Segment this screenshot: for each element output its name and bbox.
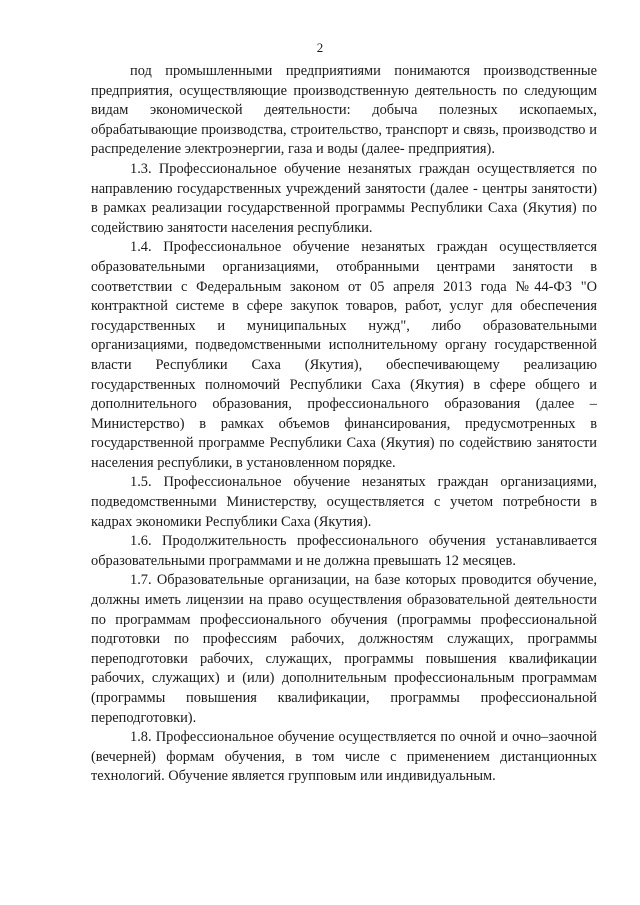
document-body (91, 62, 597, 787)
page-number: 2 (316, 40, 324, 55)
paragraph-1-6: 1.6. Продолжительность профессионального обучения устанавливается образовательными программами и не должна превышать 12 месяцев. (91, 533, 597, 569)
paragraph-1-3: 1.3. Профессиональное обучение незанятых граждан осуществляется по направлению государственных учреждений занятости (далее - центры занятости) в рамках реализации государственной программы Республики Саха (Якутия) по содействию занятости населения республики. (91, 160, 597, 236)
paragraph-1-4: 1.4. Профессиональное обучение незанятых граждан осуществляется образовательными организациями, отобранными центрами занятости в соответствии с Федеральным законом от 05 апреля 2013 года №44-ФЗ "О контрактной системе в сфере закупок товаров, работ, услуг для обеспечения государственных и муниципальных нужд", либо образовательными организациями, подведомственными исполнительному органу государственной власти Республики Саха (Якутия), обеспечивающему реализацию государственных полномочий Республики Саха (Якутия) в сфере общего и дополнительного образования, профессионального образования (далее – Министерство) в рамках объемов финансирования, предусмотренных в государственной программе Республики Саха (Якутия) по содействию занятости населения республики, в установленном порядке. (91, 239, 597, 471)
paragraph-1-7: 1.7. Образовательные организации, на базе которых проводится обучение, должны иметь лицензии на право осуществления образовательной деятельности по программам профессионального обучения (программы профессиональной подготовки по профессиям рабочих, должностям служащих, программы переподготовки рабочих, служащих, программы повышения квалификации рабочих, служащих) и (или) дополнительным профессиональным программам (программы повышения квалификации, программы профессиональной переподготовки). (91, 572, 597, 726)
paragraph-continuation: под промышленными предприятиями понимаются производственные предприятия, осуществляющие производственную деятельность по следующим видам экономической деятельности: добыча полезных ископаемых, обрабатывающие производства, строительство, транспорт и связь, производство и распределение электроэнергии, газа и воды (далее- предприятия). (91, 63, 597, 158)
paragraph-1-5: 1.5. Профессиональное обучение незанятых граждан организациями, подведомственными Министерству, осуществляется с учетом потребности в кадрах экономики Республики Саха (Якутия). (91, 474, 597, 530)
paragraph-1-8: 1.8. Профессиональное обучение осуществляется по очной и очно–заочной (вечерней) формам обучения, в том числе с применением дистанционных технологий. Обучение является групповым или индивидуальным. (91, 729, 597, 785)
